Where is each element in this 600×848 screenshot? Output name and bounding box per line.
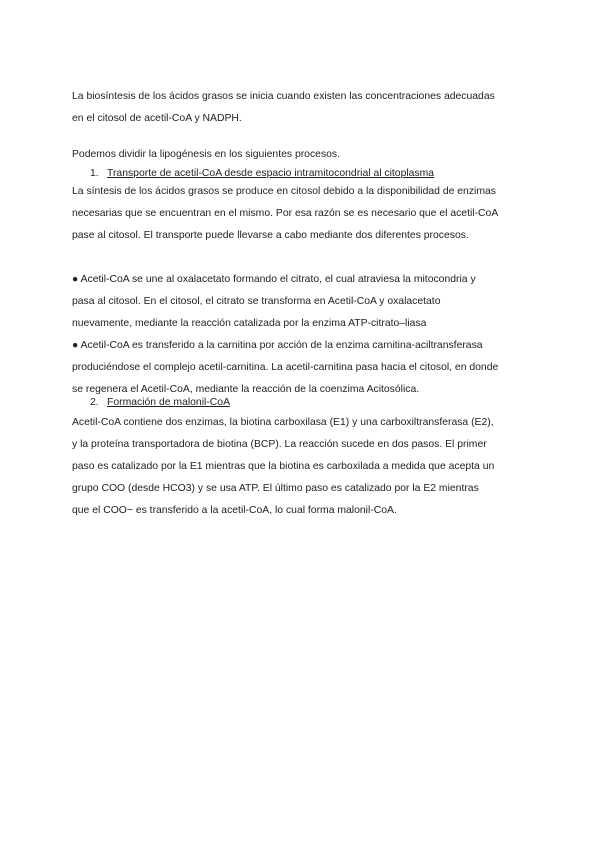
- text-line: nuevamente, mediante la reacción catalizada por la enzima ATP-citrato–liasa: [72, 318, 427, 329]
- text-line: en el citosol de acetil-CoA y NADPH.: [72, 113, 242, 124]
- list-number: 2.: [90, 397, 99, 408]
- section-2: [72, 394, 532, 522]
- text-line: grupo COO (desde HCO3) y se usa ATP. El último paso es catalizado por la E2 mientras: [72, 483, 479, 494]
- text-line: paso es catalizado por la E1 mientras que la biotina es carboxilada a medida que acepta un: [72, 461, 495, 472]
- text-line: y la proteína transportadora de biotina (BCP). La reacción sucede en dos pasos. El primer: [72, 439, 487, 450]
- intro-paragraph: [72, 86, 532, 130]
- text-line: Acetil-CoA contiene dos enzimas, la biotina carboxilasa (E1) y una carboxiltransferasa (E2),: [72, 417, 494, 428]
- text-line: necesarias que se encuentran en el mismo. Por esa razón se es necesario que el acetil-CoA: [72, 208, 499, 219]
- text-line: ● Acetil-CoA es transferido a la carnitina por acción de la enzima carnitina-aciltransferasa: [72, 340, 483, 351]
- text-line: produciéndose el complejo acetil-carnitina. La acetil-carnitina pasa hacia el citosol, en donde: [72, 362, 499, 373]
- list-number: 1.: [90, 168, 99, 179]
- text-line: pase al citosol. El transporte puede llevarse a cabo mediante dos diferentes procesos.: [72, 230, 469, 241]
- blank-line: [72, 247, 532, 269]
- section-1: [72, 144, 532, 401]
- lead-sentence: Podemos dividir la lipogénesis en los siguientes procesos.: [72, 149, 340, 160]
- text-line: pasa al citosol. En el citosol, el citrato se transforma en Acetil-CoA y oxalacetato: [72, 296, 441, 307]
- section-2-heading: [72, 394, 532, 412]
- text-line: La síntesis de los ácidos grasos se produce en citosol debido a la disponibilidad de enzimas: [72, 186, 496, 197]
- text-line: La biosíntesis de los ácidos grasos se inicia cuando existen las concentraciones adecuadas: [72, 91, 495, 102]
- text-line: que el COO− es transferido a la acetil-CoA, lo cual forma malonil-CoA.: [72, 505, 397, 516]
- section-1-title: Transporte de acetil-CoA desde espacio intramitocondrial al citoplasma: [107, 168, 435, 179]
- text-line: se regenera el Acetil-CoA, mediante la reacción de la coenzima Acitosólica.: [72, 384, 420, 395]
- section-1-heading: [72, 166, 532, 181]
- section-2-title: Formación de malonil-CoA: [107, 397, 231, 408]
- text-line: ● Acetil-CoA se une al oxalacetato formando el citrato, el cual atraviesa la mitocondria y: [72, 274, 476, 285]
